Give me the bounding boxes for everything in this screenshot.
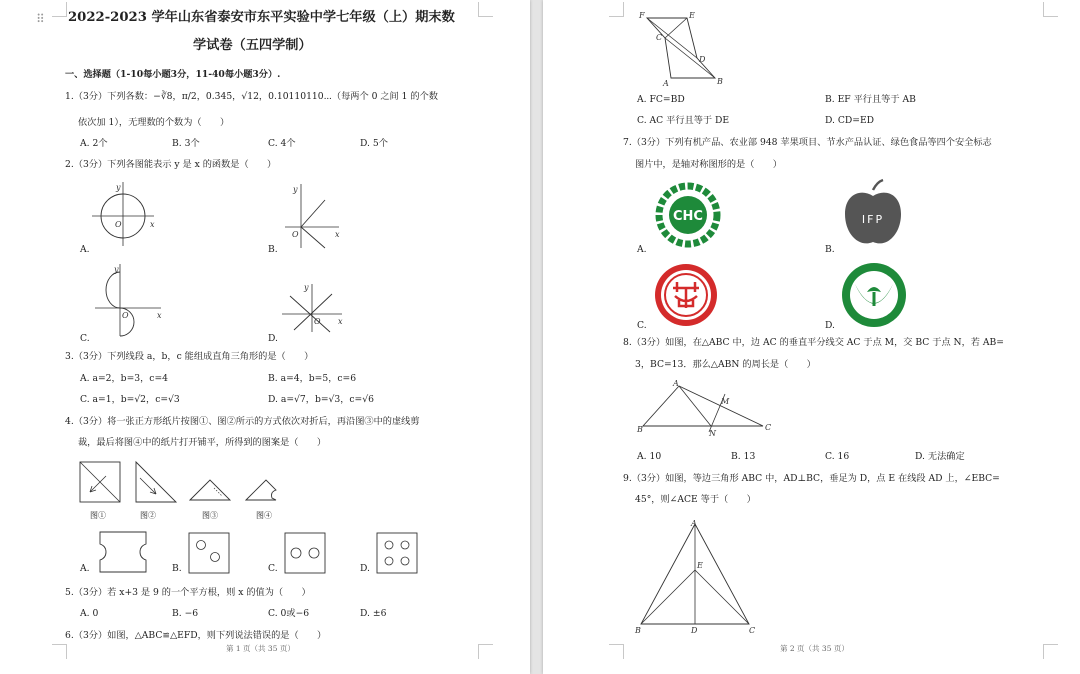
q2-graph-b xyxy=(283,182,343,248)
margin-corner-mark xyxy=(609,644,624,659)
q4-option-b-pattern xyxy=(188,532,232,574)
q2d-axis-y: y xyxy=(304,283,309,292)
q7-stem-line2: 图片中，是轴对称图形的是（ ） xyxy=(635,159,782,170)
q7-label-c: C. xyxy=(637,320,647,331)
q3-stem: 3.（3分）下列线段 a，b，c 能组成直角三角形的是（ ） xyxy=(65,351,314,362)
q2b-origin: O xyxy=(292,230,299,239)
margin-corner-mark xyxy=(52,2,67,17)
q9-label-D: D xyxy=(691,626,698,635)
q7-label-d: D. xyxy=(825,320,835,331)
q7-label-a: A. xyxy=(637,244,647,255)
q6-option-c: C. AC 平行且等于 DE xyxy=(637,115,730,126)
q1-option-d: D. 5个 xyxy=(360,138,388,149)
q1-numbers: −∛8，π/2，0.3̇45̇，√12，0.10110110⋯（每两个 0 之间 1 的个数 xyxy=(153,91,438,102)
logo-chc-text: CHC xyxy=(673,209,703,224)
q7-label-b: B. xyxy=(825,244,835,255)
q4-stem-line2: 裁，最后将图④中的纸片打开铺平，所得到的图案是（ ） xyxy=(78,437,327,448)
q8-label-C: C xyxy=(765,423,772,432)
q3-option-d: D. a=√7，b=√3，c=√6 xyxy=(268,394,374,405)
q9-stem-line2: 45°，则∠ACE 等于（ ） xyxy=(635,494,756,505)
q6-label-B: B xyxy=(717,77,723,86)
q9-label-B: B xyxy=(635,626,641,635)
q3-option-a: A. a=2，b=3，c=4 xyxy=(80,373,168,384)
q6-option-b: B. EF 平行且等于 AB xyxy=(825,94,916,105)
section-heading: 一、选择题（1-10每小题3分，11-40每小题3分）. xyxy=(65,69,281,80)
q6-label-F: F xyxy=(639,11,645,20)
q1-option-b: B. 3个 xyxy=(172,138,200,149)
q4-option-b: B. xyxy=(172,563,182,574)
q4-option-d-pattern xyxy=(376,532,420,574)
q4-stem-line1: 4.（3分）将一张正方形纸片按图①、图②所示的方式依次对折后，再沿图③中的虚线剪 xyxy=(65,416,420,427)
margin-corner-mark xyxy=(1043,644,1058,659)
q5-option-a: A. 0 xyxy=(80,608,99,619)
q8-label-N: N xyxy=(709,429,716,438)
margin-corner-mark xyxy=(609,2,624,17)
q1-option-c: C. 4个 xyxy=(268,138,296,149)
q1-option-a: A. 2个 xyxy=(80,138,108,149)
q4-option-c-pattern xyxy=(284,532,328,574)
logo-water-saving xyxy=(653,262,723,328)
q9-figure xyxy=(635,518,765,636)
q8-option-d: D. 无法确定 xyxy=(915,451,965,462)
q2-graph-a xyxy=(92,180,162,246)
exam-title-line1: 2022-2023 学年山东省泰安市东平实验中学七年级（上）期末数 xyxy=(68,10,455,25)
document-page-2[interactable] xyxy=(543,0,1080,674)
q8-stem-line1: 8.（3分）如图，在△ABC 中，边 AC 的垂直平分线交 AC 于点 M，交 BC 于点 N，若 AB= xyxy=(623,337,1004,348)
q8-option-c: C. 16 xyxy=(825,451,850,462)
q2a-axis-y: y xyxy=(116,183,121,192)
q2a-origin: O xyxy=(115,220,122,229)
q8-stem-line2: 3，BC=13．那么△ABN 的周长是（ ） xyxy=(635,359,816,370)
q2c-axis-x: x xyxy=(157,311,162,320)
q9-label-A: A xyxy=(691,519,697,528)
logo-ifp-apple xyxy=(843,180,903,250)
page-footer-1: 第 1 页（共 35 页） xyxy=(226,644,295,653)
q8-option-b: B. 13 xyxy=(731,451,756,462)
q4-fig-label-2: 图② xyxy=(140,511,156,520)
q2d-origin: O xyxy=(314,317,321,326)
q6-option-d: D. CD=ED xyxy=(825,115,875,126)
logo-green-food xyxy=(841,262,909,330)
q6-option-a: A. FC=BD xyxy=(637,94,685,105)
q2-label-d: D. xyxy=(268,333,278,344)
q3-option-c: C. a=1，b=√2，c=√3 xyxy=(80,394,180,405)
q2-stem: 2.（3分）下列各图能表示 y 是 x 的函数是（ ） xyxy=(65,159,277,170)
q6-label-C: C xyxy=(656,33,663,42)
document-page-1[interactable] xyxy=(0,0,530,674)
q4-option-a: A. xyxy=(80,563,90,574)
q4-option-a-pattern xyxy=(94,530,152,574)
q4-folding-figures xyxy=(78,460,288,506)
q4-option-c: C. xyxy=(268,563,278,574)
q4-fig-label-3: 图③ xyxy=(202,511,218,520)
q6-figure xyxy=(635,8,727,86)
q8-label-M: M xyxy=(721,397,730,406)
q4-fig-label-4: 图④ xyxy=(256,511,272,520)
q6-label-D: D xyxy=(699,55,706,64)
q2c-origin: O xyxy=(122,311,129,320)
q4-fig-label-1: 图① xyxy=(90,511,106,520)
q2-label-a: A. xyxy=(80,244,90,255)
q9-label-E: E xyxy=(697,561,703,570)
margin-corner-mark xyxy=(478,644,493,659)
q5-option-c: C. 0或−6 xyxy=(268,608,310,619)
q2b-axis-y: y xyxy=(293,185,298,194)
q2-label-b: B. xyxy=(268,244,278,255)
q8-option-a: A. 10 xyxy=(637,451,662,462)
q1-stem-line2: 依次加 1），无理数的个数为（ ） xyxy=(78,117,230,128)
q2-graph-c xyxy=(95,262,165,336)
q5-option-d: D. ±6 xyxy=(360,608,387,619)
q9-label-C: C xyxy=(749,626,756,635)
q2-graph-d xyxy=(282,282,348,332)
margin-corner-mark xyxy=(1043,2,1058,17)
q2-label-c: C. xyxy=(80,333,90,344)
margin-corner-mark xyxy=(478,2,493,17)
q2d-axis-x: x xyxy=(338,317,343,326)
q7-stem-line1: 7.（3分）下列有机产品、农业部 948 苹果项目、节水产品认证、绿色食品等四个安全标志 xyxy=(623,137,992,148)
margin-corner-mark xyxy=(52,644,67,659)
q1-stem xyxy=(65,91,438,103)
drag-handle-icon[interactable]: ⠿ xyxy=(36,12,46,26)
q6-stem: 6.（3分）如图，△ABC≌△EFD，则下列说法错误的是（ ） xyxy=(65,630,327,641)
q2a-axis-x: x xyxy=(150,220,155,229)
q2b-axis-x: x xyxy=(335,230,340,239)
exam-title-line2: 学试卷（五四学制） xyxy=(193,38,312,53)
q1-prefix: 1.（3分）下列各数： xyxy=(65,91,154,102)
q5-stem: 5.（3分）若 x+3 是 9 的一个平方根，则 x 的值为（ ） xyxy=(65,587,311,598)
q6-label-A: A xyxy=(663,79,669,88)
q8-label-B: B xyxy=(637,425,643,434)
logo-ifp-text: IFP xyxy=(861,213,885,226)
q9-stem-line1: 9.（3分）如图，等边三角形 ABC 中，AD⊥BC，垂足为 D，点 E 在线段 AD 上，∠EBC= xyxy=(623,473,1000,484)
page-footer-2: 第 2 页（共 35 页） xyxy=(780,644,849,653)
q8-figure xyxy=(635,380,771,438)
logo-chc-organic xyxy=(653,182,723,248)
q4-option-d: D. xyxy=(360,563,370,574)
q6-label-E: E xyxy=(689,11,695,20)
q2c-axis-y: y xyxy=(114,265,119,274)
q3-option-b: B. a=4，b=5，c=6 xyxy=(268,373,357,384)
q5-option-b: B. −6 xyxy=(172,608,199,619)
q8-label-A: A xyxy=(673,379,679,388)
page-gap xyxy=(530,0,543,674)
